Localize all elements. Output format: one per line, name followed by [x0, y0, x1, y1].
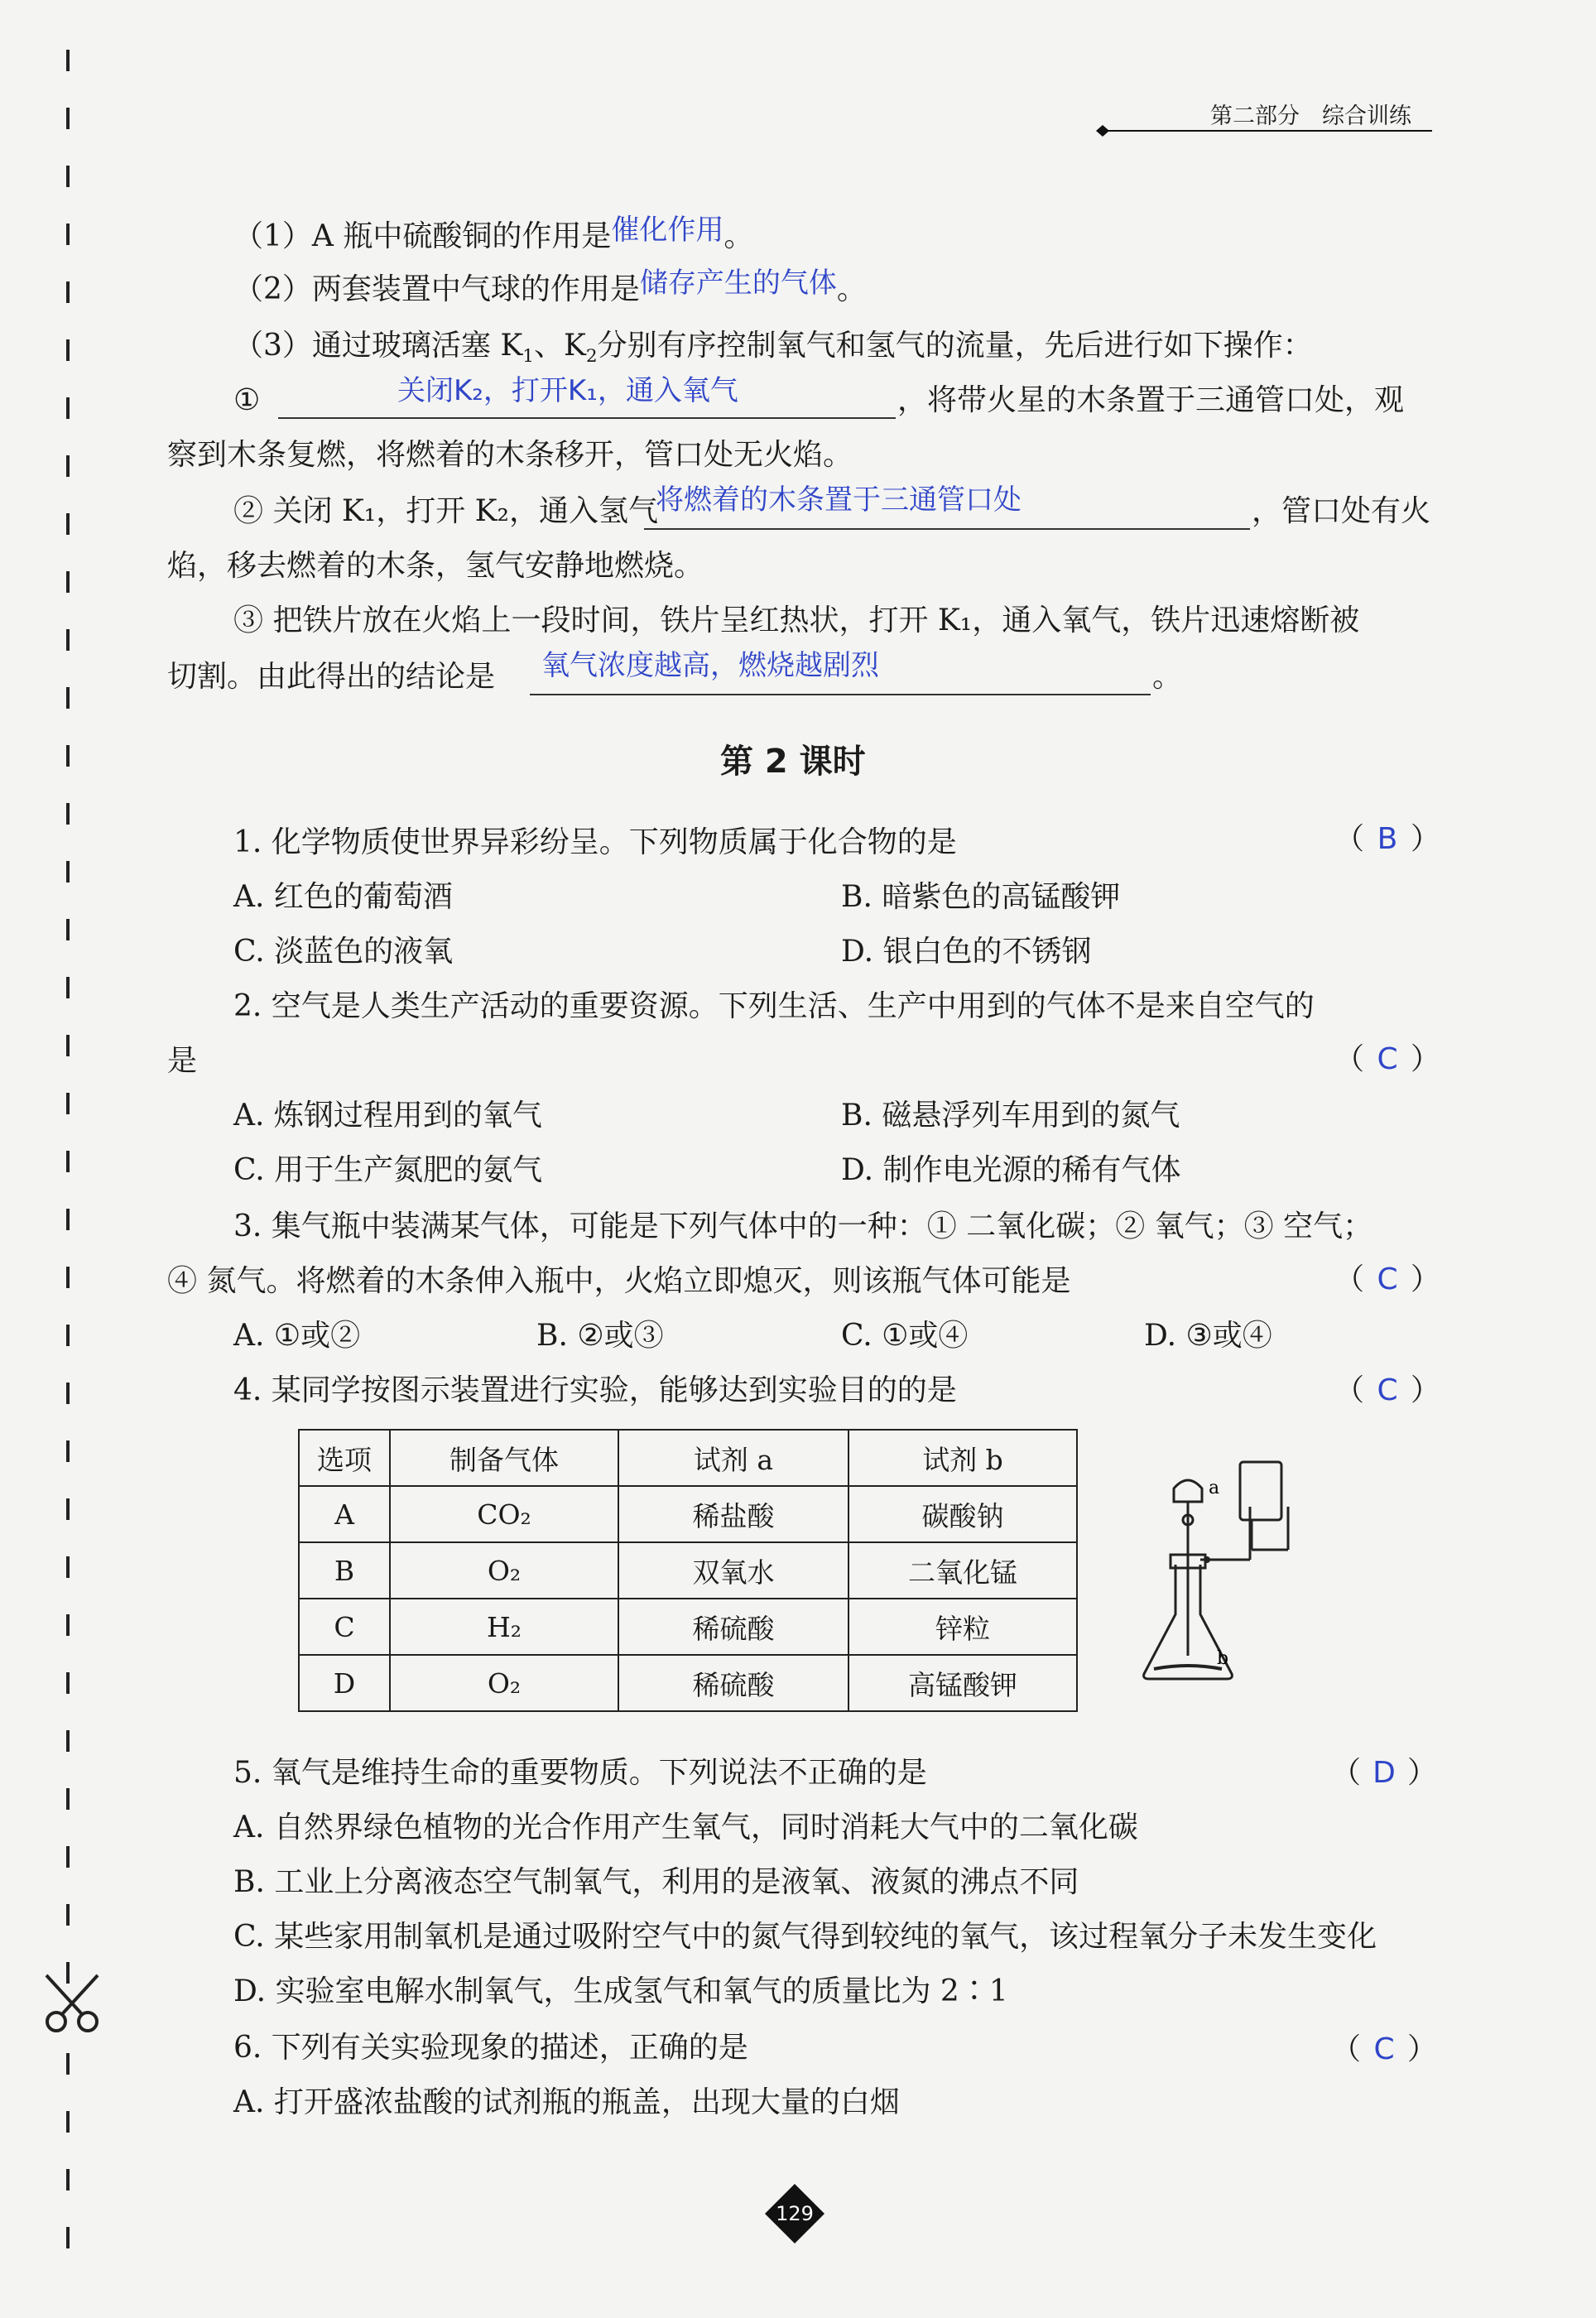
scissors-icon [40, 1970, 106, 2037]
q5-option-c: C. 某些家用制氧机是通过吸附空气中的氮气得到较纯的氧气，该过程氧分子未发生变化 [233, 1920, 1377, 1954]
q3-option-b: B. ②或③ [536, 1319, 664, 1353]
table-header: 试剂 a [618, 1430, 848, 1486]
q3-answer: （ C ） [1334, 1262, 1441, 1296]
handwritten-answer: 氧气浓度越高，燃烧越剧烈 [541, 649, 879, 682]
q1-option-b: B. 暗紫色的高锰酸钾 [841, 880, 1121, 914]
q5-stem: 5. 氧气是维持生命的重要物质。下列说法不正确的是 [233, 1756, 927, 1790]
q2-option-c: C. 用于生产氮肥的氨气 [233, 1153, 543, 1187]
q5-option-d: D. 实验室电解水制氧气，生成氢气和氧气的质量比为 2∶1 [233, 1974, 1008, 2008]
handwritten-answer: 储存产生的气体 [639, 267, 837, 300]
table-cell: 高锰酸钾 [848, 1655, 1077, 1711]
handwritten-answer: 催化作用 [611, 214, 724, 247]
prev-step2: ② 关闭 K₁，打开 K₂，通入氢气 [233, 494, 658, 528]
table-cell: 稀盐酸 [618, 1486, 848, 1542]
prev-step1-rest: ，将带火星的木条置于三通管口处，观 [897, 383, 1405, 417]
prev-step3-conclusion: 切割。由此得出的结论是 [167, 660, 496, 694]
q1-stem: 1. 化学物质使世界异彩纷呈。下列物质属于化合物的是 [233, 825, 957, 859]
handwritten-answer: 关闭K₂，打开K₁，通入氧气 [397, 374, 738, 407]
prev-step1-line2: 察到木条复燃，将燃着的木条移开，管口处无火焰。 [167, 438, 853, 472]
q2-stem-cont: 是 [167, 1044, 198, 1078]
q1-option-d: D. 银白色的不锈钢 [841, 935, 1092, 969]
q4-answer: （ C ） [1334, 1373, 1441, 1407]
table-cell: 二氧化锰 [848, 1542, 1077, 1599]
table-cell: H₂ [390, 1599, 618, 1655]
table-cell: O₂ [390, 1542, 618, 1599]
q3-stem-cont: ④ 氮气。将燃着的木条伸入瓶中，火焰立即熄灭，则该瓶气体可能是 [167, 1264, 1071, 1298]
q2-option-d: D. 制作电光源的稀有气体 [841, 1153, 1181, 1187]
table-header-row [299, 1430, 1077, 1486]
q2-stem: 2. 空气是人类生产活动的重要资源。下列生活、生产中用到的气体不是来自空气的 [233, 989, 1315, 1023]
table-header: 选项 [299, 1430, 390, 1486]
funnel-a [1174, 1480, 1202, 1502]
q1-answer: （ B ） [1334, 822, 1441, 856]
q5-option-a: A. 自然界绿色植物的光合作用产生氧气，同时消耗大气中的二氧化碳 [233, 1811, 1138, 1844]
table-cell: 锌粒 [848, 1599, 1077, 1655]
q4-stem: 4. 某同学按图示装置进行实验，能够达到实验目的的是 [233, 1373, 957, 1407]
answer-blank [644, 528, 1250, 530]
lesson-title: 第 2 课时 [720, 743, 866, 781]
table-cell: 碳酸钠 [848, 1486, 1077, 1542]
prev-q1: （1）A 瓶中硫酸铜的作用是催化作用。 [233, 214, 754, 253]
prev-step3: ③ 把铁片放在火焰上一段时间，铁片呈红热状，打开 K₁，通入氧气，铁片迅速熔断被 [233, 604, 1360, 637]
handwritten-answer: 将燃着的木条置于三通管口处 [656, 483, 1022, 517]
prev-step1: ① [233, 383, 261, 417]
table-cell: C [299, 1599, 390, 1655]
table-cell: D [299, 1655, 390, 1711]
prev-q3-intro: （3）通过玻璃活塞 $K_1$、$K_2$分别有序控制氧气和氢气的流量，先后进行如下操作： [233, 329, 1313, 368]
table-cell: 稀硫酸 [618, 1655, 848, 1711]
q2-option-b: B. 磁悬浮列车用到的氮气 [841, 1099, 1180, 1133]
table-row [299, 1542, 1077, 1599]
table-cell: A [299, 1486, 390, 1542]
q1-option-c: C. 淡蓝色的液氧 [233, 935, 454, 969]
section-header: 第二部分 综合训练 [1210, 103, 1411, 129]
prev-step3-end: 。 [1152, 660, 1183, 694]
table-row [299, 1486, 1077, 1542]
q5-answer: （ D ） [1331, 1756, 1438, 1790]
page-number: 129 [776, 2202, 814, 2225]
q2-option-a: A. 炼钢过程用到的氧气 [233, 1099, 542, 1133]
table-cell: 双氧水 [618, 1542, 848, 1599]
answer-blank [530, 694, 1151, 695]
table-cell: O₂ [390, 1655, 618, 1711]
q4-table [298, 1429, 1078, 1712]
prev-step2-rest: ，管口处有火 [1252, 494, 1431, 528]
table-cell: B [299, 1542, 390, 1599]
q3-option-a: A. ①或② [233, 1319, 361, 1353]
table-header: 试剂 b [848, 1430, 1077, 1486]
q1-option-a: A. 红色的葡萄酒 [233, 880, 453, 914]
table-cell: 稀硫酸 [618, 1599, 848, 1655]
prev-step2-line2: 焰，移去燃着的木条，氢气安静地燃烧。 [167, 549, 704, 583]
label-b: b [1217, 1648, 1229, 1669]
table-cell: CO₂ [390, 1486, 618, 1542]
label-a: a [1209, 1478, 1220, 1498]
q5-option-b: B. 工业上分离液态空气制氧气，利用的是液氧、液氮的沸点不同 [233, 1865, 1079, 1899]
q6-answer: （ C ） [1331, 2032, 1438, 2066]
q3-option-c: C. ①或④ [841, 1319, 969, 1353]
table-row [299, 1599, 1077, 1655]
apparatus-diagram [1126, 1457, 1308, 1689]
table-header: 制备气体 [390, 1430, 618, 1486]
q2-answer: （ C ） [1334, 1042, 1441, 1076]
q3-option-d: D. ③或④ [1144, 1319, 1272, 1353]
q6-option-a: A. 打开盛浓盐酸的试剂瓶的瓶盖，出现大量的白烟 [233, 2085, 900, 2119]
q6-stem: 6. 下列有关实验现象的描述，正确的是 [233, 2031, 748, 2065]
prev-q2: （2）两套装置中气球的作用是储存产生的气体。 [233, 267, 867, 306]
table-row [299, 1655, 1077, 1711]
gas-bottle [1240, 1462, 1281, 1520]
q3-stem: 3. 集气瓶中装满某气体，可能是下列气体中的一种：① 二氧化碳；② 氧气；③ 空气； [233, 1209, 1373, 1243]
answer-blank [278, 417, 896, 419]
